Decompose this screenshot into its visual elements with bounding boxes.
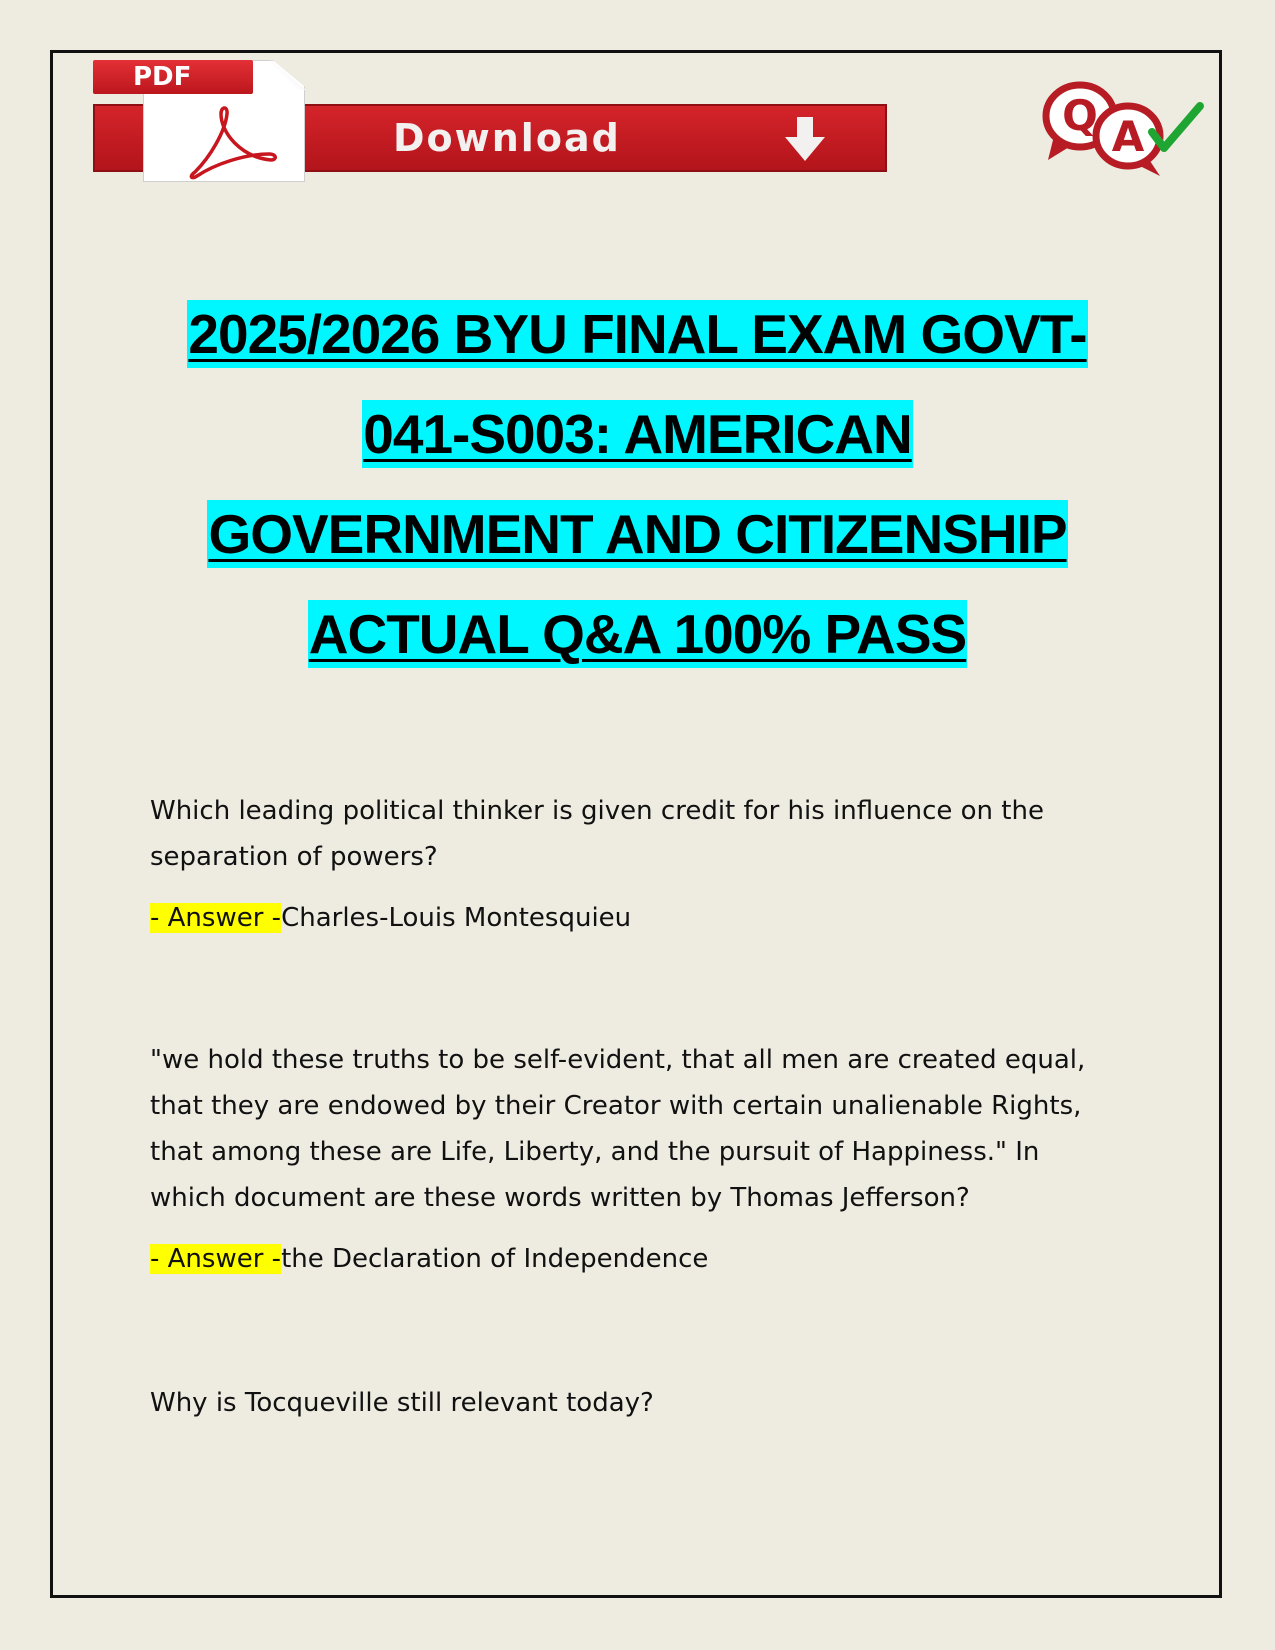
pdf-tag (93, 60, 253, 94)
title-line: 2025/2026 BYU FINAL EXAM GOVT- (187, 300, 1087, 368)
download-arrow-icon (783, 115, 827, 163)
answer-text: the Declaration of Independence (281, 1244, 709, 1274)
document-title (100, 300, 1175, 700)
qa-item (150, 788, 1130, 938)
title-line: GOVERNMENT AND CITIZENSHIP (207, 500, 1067, 568)
answer-row (150, 898, 1130, 938)
qa-q-letter: Q (1062, 91, 1098, 140)
qa-item (150, 1380, 1130, 1426)
download-label: Download (393, 116, 621, 160)
question-line: "we hold these truths to be self-evident, that all men are created equal, (150, 1045, 1086, 1075)
pdf-label: PDF (133, 62, 192, 92)
question-line: separation of powers? (150, 842, 438, 872)
question-line: Which leading political thinker is given credit for his influence on the (150, 796, 1044, 826)
answer-text: Charles-Louis Montesquieu (281, 903, 632, 933)
question-line: which document are these words written by Thomas Jefferson? (150, 1183, 970, 1213)
answer-tag: - Answer - (150, 903, 282, 933)
question-line: that they are endowed by their Creator with certain unalienable Rights, (150, 1091, 1082, 1121)
qa-a-letter: A (1111, 112, 1145, 161)
qa-item (150, 1037, 1130, 1279)
question-line: Why is Tocqueville still relevant today? (150, 1388, 654, 1418)
title-line: ACTUAL Q&A 100% PASS (308, 600, 967, 668)
acrobat-logo-icon (185, 102, 277, 182)
question-text (150, 1380, 1130, 1426)
question-text (150, 1037, 1130, 1221)
title-line: 041-S003: AMERICAN (362, 400, 912, 468)
question-text (150, 788, 1130, 880)
question-line: that among these are Life, Liberty, and the pursuit of Happiness." In (150, 1137, 1040, 1167)
qa-icon (1040, 80, 1208, 180)
answer-row (150, 1239, 1130, 1279)
answer-tag: - Answer - (150, 1244, 282, 1274)
pdf-download-banner[interactable] (93, 60, 887, 185)
